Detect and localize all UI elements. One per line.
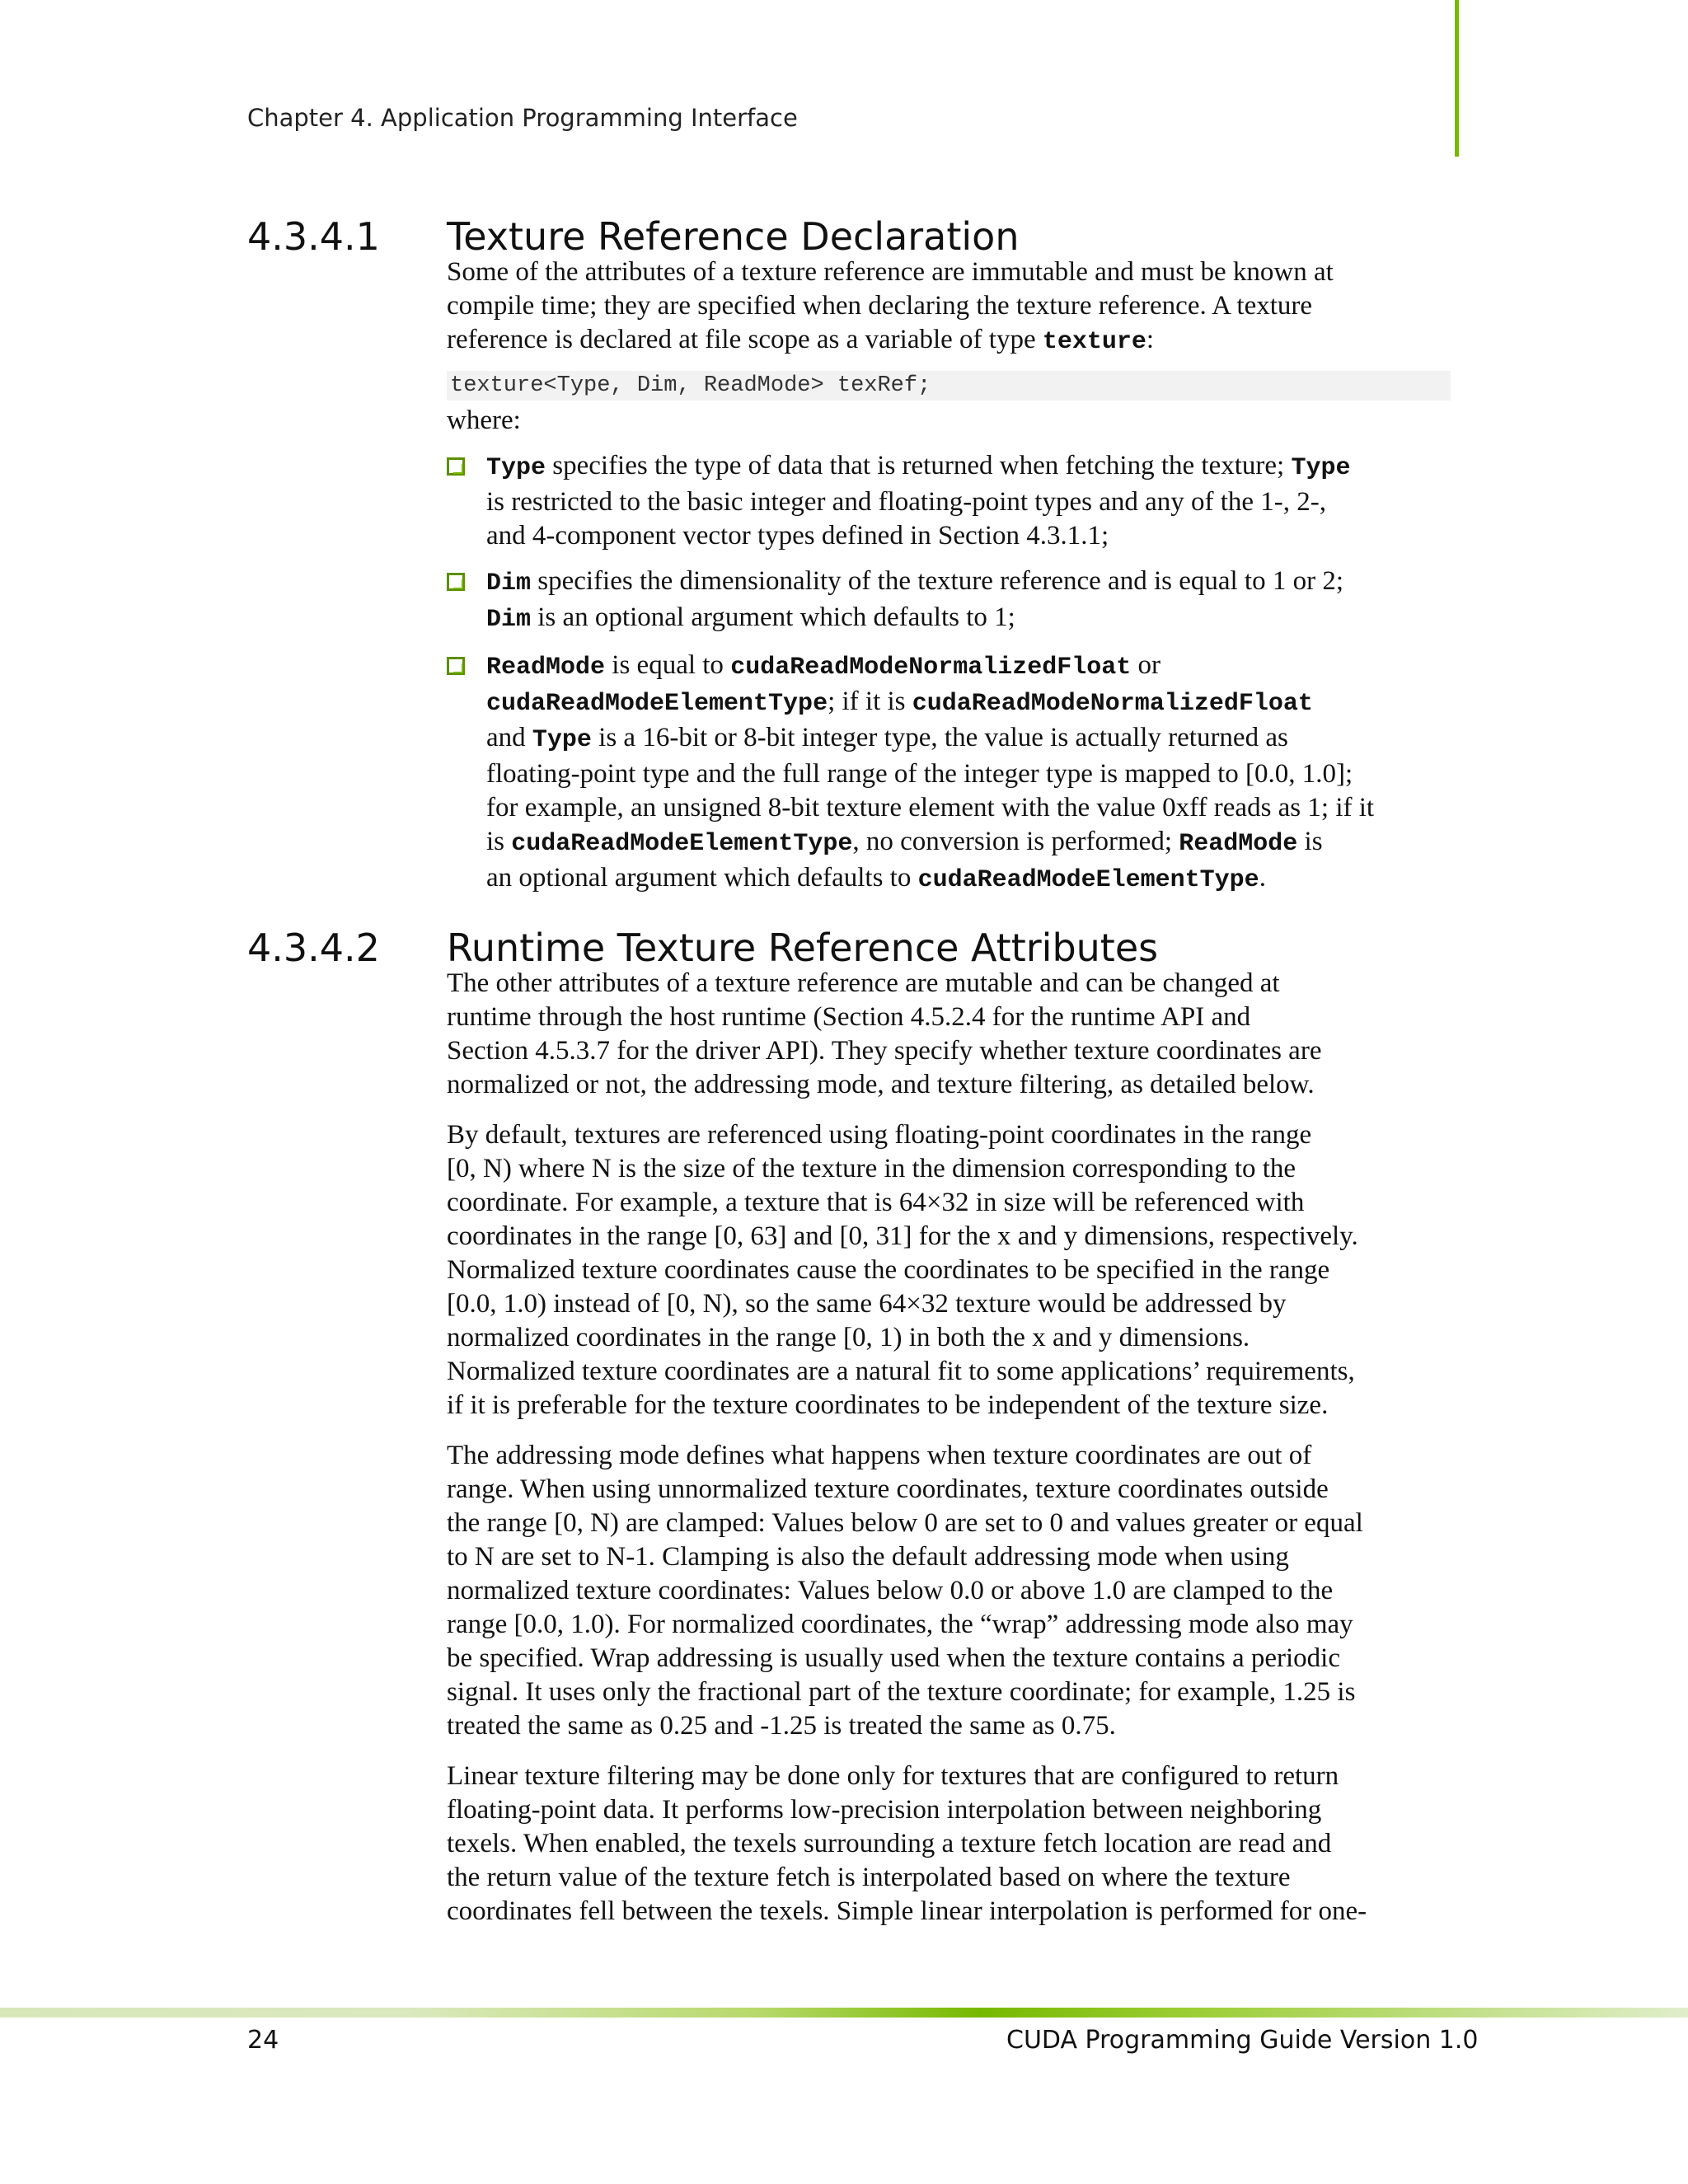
bullet-list <box>447 449 1451 898</box>
section-title: Runtime Texture Reference Attributes <box>447 926 1159 970</box>
inline-text: an optional argument which defaults to <box>486 863 918 893</box>
inline-code: cudaReadModeElementType <box>486 690 828 718</box>
paragraph <box>447 1118 1451 1422</box>
inline-text: , no conversion is performed; <box>852 827 1179 856</box>
list-item <box>447 649 1451 898</box>
list-line <box>486 791 1451 825</box>
section-number: 4.3.4.1 <box>247 214 380 259</box>
paragraph-line: Linear texture filtering may be done only for textures that are configured to return <box>447 1761 1339 1791</box>
inline-code: Dim <box>486 569 532 598</box>
inline-text: is equal to <box>605 650 731 680</box>
section-body <box>447 255 1451 898</box>
checkbox-bullet-icon <box>447 573 465 591</box>
section-heading <box>247 909 1451 970</box>
paragraph-line: Normalized texture coordinates cause the coordinates to be specified in the range <box>447 1255 1330 1285</box>
inline-text: reference is declared at file scope as a variable of type <box>447 325 1043 354</box>
list-line <box>486 825 1451 861</box>
checkbox-bullet-icon <box>447 457 465 476</box>
chapter-header: Chapter 4. Application Programming Interface <box>247 104 798 132</box>
inline-text: and 4-component vector types defined in Section 4.3.1.1; <box>486 521 1109 551</box>
paragraph <box>447 967 1451 1102</box>
code-line: texture<Type, Dim, ReadMode> texRef; <box>450 373 931 398</box>
paragraph-line: Normalized texture coordinates are a natural fit to some applications’ requirements, <box>447 1357 1355 1386</box>
paragraph-line: to N are set to N-1. Clamping is also the default addressing mode when using <box>447 1542 1289 1572</box>
inline-code: cudaReadModeElementType <box>511 830 853 858</box>
paragraph-line: The other attributes of a texture reference are mutable and can be changed at <box>447 968 1280 998</box>
page-number: 24 <box>247 2026 279 2055</box>
inline-text: specifies the dimensionality of the texture reference and is equal to 1 or 2; <box>531 566 1344 596</box>
paragraph-line: range. When using unnormalized texture coordinates, texture coordinates outside <box>447 1474 1329 1504</box>
checkbox-bullet-icon <box>447 657 465 675</box>
list-line <box>486 685 1451 721</box>
paragraph-line <box>447 323 1451 359</box>
inline-code: cudaReadModeNormalizedFloat <box>912 690 1313 718</box>
paragraph-line: treated the same as 0.25 and -1.25 is treated the same as 0.75. <box>447 1711 1116 1741</box>
paragraph-line: Section 4.5.3.7 for the driver API). They specify whether texture coordinates are <box>447 1036 1322 1066</box>
paragraph-line: normalized texture coordinates: Values below 0.0 or above 1.0 are clamped to the <box>447 1576 1334 1605</box>
inline-code: ReadMode <box>486 654 606 682</box>
inline-text: for example, an unsigned 8-bit texture element with the value 0xff reads as 1; if it <box>486 793 1375 823</box>
inline-code: ReadMode <box>1179 830 1298 858</box>
inline-text: specifies the type of data that is returned when fetching the texture; <box>546 451 1292 480</box>
inline-code: cudaReadModeElementType <box>917 866 1259 894</box>
inline-text: : <box>1146 325 1155 354</box>
paragraph-line: [0.0, 1.0) instead of [0, N), so the same 64×32 texture would be addressed by <box>447 1289 1287 1319</box>
inline-text: . <box>1259 863 1266 893</box>
header-accent-bar <box>1455 0 1459 157</box>
inline-code: Dim <box>486 606 532 634</box>
paragraph <box>447 1760 1451 1929</box>
inline-code: cudaReadModeNormalizedFloat <box>730 654 1132 682</box>
list-line <box>486 449 1451 485</box>
inline-text: is <box>486 827 512 856</box>
section-number: 4.3.4.2 <box>247 926 380 970</box>
footer-guide-title: CUDA Programming Guide Version 1.0 <box>1006 2026 1479 2055</box>
inline-text: is <box>1297 827 1323 856</box>
section-title: Texture Reference Declaration <box>447 214 1020 259</box>
inline-text: is an optional argument which defaults to 1; <box>531 602 1015 632</box>
paragraph-line: be specified. Wrap addressing is usually used when the texture contains a periodic <box>447 1643 1340 1673</box>
list-line <box>486 757 1451 791</box>
paragraph-line: range [0.0, 1.0). For normalized coordinates, the “wrap” addressing mode also may <box>447 1610 1353 1639</box>
paragraph-line: signal. It uses only the fractional part of the texture coordinate; for example, 1.25 is <box>447 1677 1356 1707</box>
paragraph-line: By default, textures are referenced using floating-point coordinates in the range <box>447 1120 1312 1150</box>
inline-code: texture <box>1042 328 1146 356</box>
paragraph <box>447 1439 1451 1743</box>
section-body <box>447 967 1451 1929</box>
list-line <box>486 519 1451 553</box>
list-line <box>486 485 1451 519</box>
paragraph-line: floating-point data. It performs low-precision interpolation between neighboring <box>447 1795 1322 1825</box>
paragraph-line: compile time; they are specified when declaring the texture reference. A texture <box>447 291 1313 321</box>
inline-text: is a 16-bit or 8-bit integer type, the value is actually returned as <box>591 723 1288 752</box>
where-label: where: <box>447 405 521 435</box>
paragraph-line: runtime through the host runtime (Section 4.5.2.4 for the runtime API and <box>447 1002 1251 1032</box>
code-block <box>447 371 1451 401</box>
paragraphs <box>447 967 1451 1929</box>
inline-text: and <box>486 723 532 752</box>
paragraph-line: normalized or not, the addressing mode, and texture filtering, as detailed below. <box>447 1070 1315 1099</box>
list-line <box>486 601 1451 637</box>
list-line <box>486 861 1451 898</box>
paragraph-line: Some of the attributes of a texture reference are immutable and must be known at <box>447 257 1334 287</box>
paragraph-line: coordinates in the range [0, 63] and [0, 31] for the x and y dimensions, respectively. <box>447 1221 1358 1251</box>
inline-text: or <box>1131 650 1161 680</box>
list-item-text <box>486 565 1451 637</box>
paragraph-line: coordinate. For example, a texture that is 64×32 in size will be referenced with <box>447 1188 1305 1217</box>
document-content <box>247 198 1451 1929</box>
paragraph-line: The addressing mode defines what happens when texture coordinates are out of <box>447 1441 1312 1470</box>
list-line <box>486 721 1451 757</box>
list-line <box>486 565 1451 601</box>
list-line <box>486 649 1451 685</box>
footer-accent-line <box>0 2008 1688 2018</box>
list-item <box>447 449 1451 553</box>
inline-text: floating-point type and the full range of the integer type is mapped to [0.0, 1.0]; <box>486 759 1353 789</box>
paragraph-line: the return value of the texture fetch is interpolated based on where the texture <box>447 1863 1291 1892</box>
inline-code: Type <box>1291 454 1351 482</box>
paragraph-line: the range [0, N) are clamped: Values below 0 are set to 0 and values greater or equal <box>447 1508 1363 1538</box>
inline-code: Type <box>486 454 546 482</box>
paragraph-line: normalized coordinates in the range [0, 1) in both the x and y dimensions. <box>447 1323 1250 1352</box>
list-item <box>447 565 1451 637</box>
list-item-text <box>486 649 1451 898</box>
inline-text: ; if it is <box>828 687 912 716</box>
section-heading <box>247 198 1451 259</box>
paragraph-line: texels. When enabled, the texels surrounding a texture fetch location are read and <box>447 1829 1332 1858</box>
paragraph-line: [0, N) where N is the size of the texture in the dimension corresponding to the <box>447 1154 1296 1183</box>
list-item-text <box>486 449 1451 553</box>
inline-code: Type <box>532 726 592 754</box>
paragraph-line: coordinates fell between the texels. Simple linear interpolation is performed for one- <box>447 1896 1367 1926</box>
paragraph-line: if it is preferable for the texture coordinates to be independent of the texture size. <box>447 1390 1329 1420</box>
inline-text: is restricted to the basic integer and floating-point types and any of the 1-, 2-, <box>486 487 1327 517</box>
